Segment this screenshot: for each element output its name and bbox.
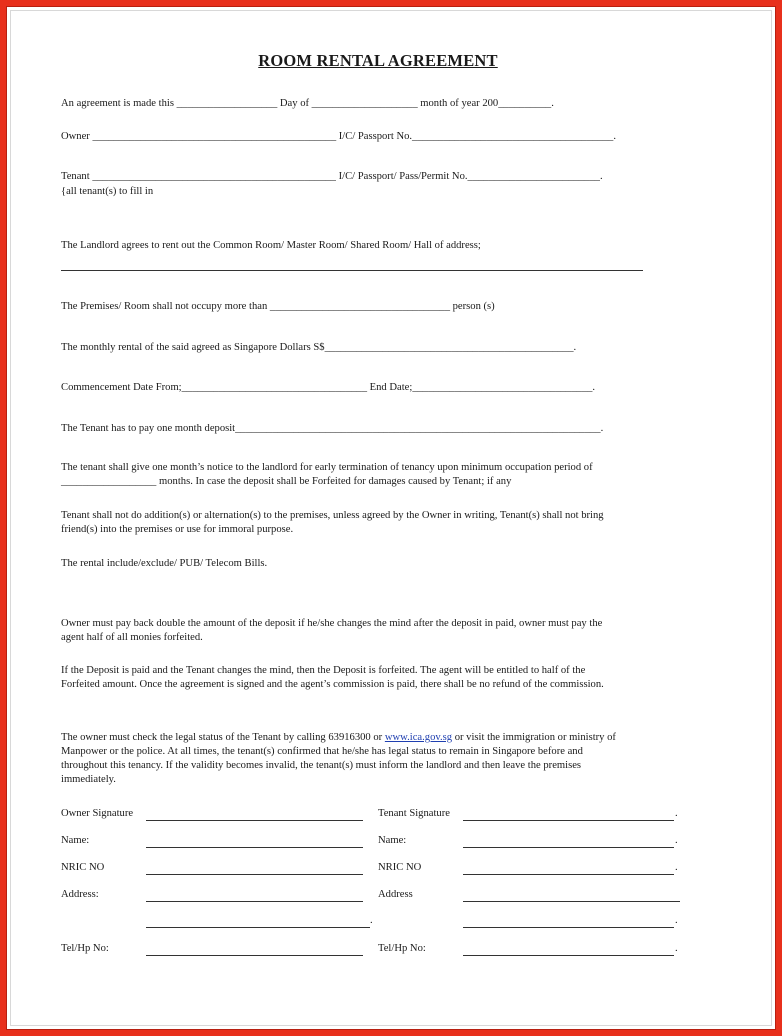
tenant-nric-line[interactable]	[463, 874, 674, 875]
monthly-rental-line: The monthly rental of the said agreed as Singapore Dollars S$_______________________________________________.	[61, 342, 577, 353]
tenant-signature-label: Tenant Signature	[378, 808, 450, 819]
notice-line-2: __________________ months. In case the deposit shall be Forfeited for damages caused by Tenant; if any	[61, 476, 512, 487]
owner-name-line[interactable]	[146, 847, 363, 848]
owner-address-line-2[interactable]	[146, 927, 370, 928]
legal-line-2: Manpower or the police. At all times, the tenant(s) confirmed that he/she has legal status to remain in Singapore before and	[61, 746, 583, 757]
tenant-tel-line[interactable]	[463, 955, 674, 956]
deposit-line: The Tenant has to pay one month deposit_____________________________________________________________________.	[61, 423, 604, 434]
ica-website-link[interactable]: www.ica.gov.sg	[384, 732, 453, 743]
legal-line-1	[61, 731, 685, 745]
tenant-signature-line[interactable]	[463, 820, 674, 821]
tenant-address-label: Address	[378, 889, 413, 900]
owner-pay-line-2: agent half of all monies forfeited.	[61, 632, 203, 643]
legal-line-1-start: The owner must check the legal status of the Tenant by calling 63916300 or	[61, 732, 385, 743]
forfeit-line-2: Forfeited amount. Once the agreement is signed and the agent’s commission is paid, there shall be no refund of the commission.	[61, 679, 604, 690]
owner-tel-label: Tel/Hp No:	[61, 943, 109, 954]
owner-address-label: Address:	[61, 889, 99, 900]
forfeit-line-1: If the Deposit is paid and the Tenant changes the mind, then the Deposit is forfeited. The agent will be entitled to half of the	[61, 665, 586, 676]
owner-address-period: .	[370, 915, 373, 926]
owner-pay-line-1: Owner must pay back double the amount of the deposit if he/she changes the mind after the deposit in paid, owner must pay the	[61, 618, 603, 629]
forfeit-paragraph	[61, 664, 685, 692]
address-underline	[61, 270, 643, 271]
alteration-line-2: friend(s) into the premises or use for immoral purpose.	[61, 524, 294, 535]
notice-line-1: The tenant shall give one month’s notice to the landlord for early termination of tenancy upon minimum occupation period of	[61, 462, 593, 473]
agreement-date-line: An agreement is made this ___________________ Day of ____________________ month of year 200__________.	[61, 98, 554, 109]
alteration-line-1: Tenant shall not do addition(s) or alternation(s) to the premises, unless agreed by the Owner in writing, Tenant(s) shall not bring	[61, 510, 604, 521]
owner-nric-label: NRIC NO	[61, 862, 105, 873]
tenant-signature-period: .	[675, 808, 678, 819]
owner-name-label: Name:	[61, 835, 90, 846]
tenant-nric-period: .	[675, 862, 678, 873]
owner-signature-line[interactable]	[146, 820, 363, 821]
owner-line: Owner ______________________________________________ I/C/ Passport No.______________________________________.	[61, 131, 616, 142]
owner-signature-label: Owner Signature	[61, 808, 134, 819]
notice-paragraph	[61, 461, 685, 489]
rental-include-line: The rental include/exclude/ PUB/ Telecom Bills.	[61, 558, 268, 569]
legal-status-paragraph	[61, 731, 685, 787]
tenant-name-period: .	[675, 835, 678, 846]
alteration-paragraph	[61, 509, 685, 537]
tenant-nric-label: NRIC NO	[378, 862, 422, 873]
tenant-address-line-1[interactable]	[463, 901, 680, 902]
owner-address-line-1[interactable]	[146, 901, 363, 902]
owner-tel-line[interactable]	[146, 955, 363, 956]
tenant-tel-label: Tel/Hp No:	[378, 943, 426, 954]
tenant-tel-period: .	[675, 943, 678, 954]
landlord-line: The Landlord agrees to rent out the Common Room/ Master Room/ Shared Room/ Hall of address;	[61, 240, 481, 251]
document-title: ROOM RENTAL AGREEMENT	[258, 51, 498, 70]
premises-line: The Premises/ Room shall not occupy more than __________________________________ person (s)	[61, 301, 495, 312]
legal-line-1-end: or visit the immigration or ministry of	[452, 732, 616, 743]
tenant-address-line-2[interactable]	[463, 927, 674, 928]
owner-pay-paragraph	[61, 617, 685, 645]
legal-line-3: throughout this tenancy. If the validity becomes invalid, the tenant(s) must inform the landlord and then leave the premises	[61, 760, 582, 771]
tenant-note: {all tenant(s) to fill in	[61, 186, 154, 197]
tenant-address-period: .	[675, 915, 678, 926]
tenant-name-label: Name:	[378, 835, 407, 846]
legal-line-4: immediately.	[61, 774, 116, 785]
tenant-name-line[interactable]	[463, 847, 674, 848]
tenant-line: Tenant ______________________________________________ I/C/ Passport/ Pass/Permit No._________________________.	[61, 171, 603, 182]
owner-nric-line[interactable]	[146, 874, 363, 875]
dates-line: Commencement Date From;___________________________________ End Date;__________________________________.	[61, 382, 596, 393]
